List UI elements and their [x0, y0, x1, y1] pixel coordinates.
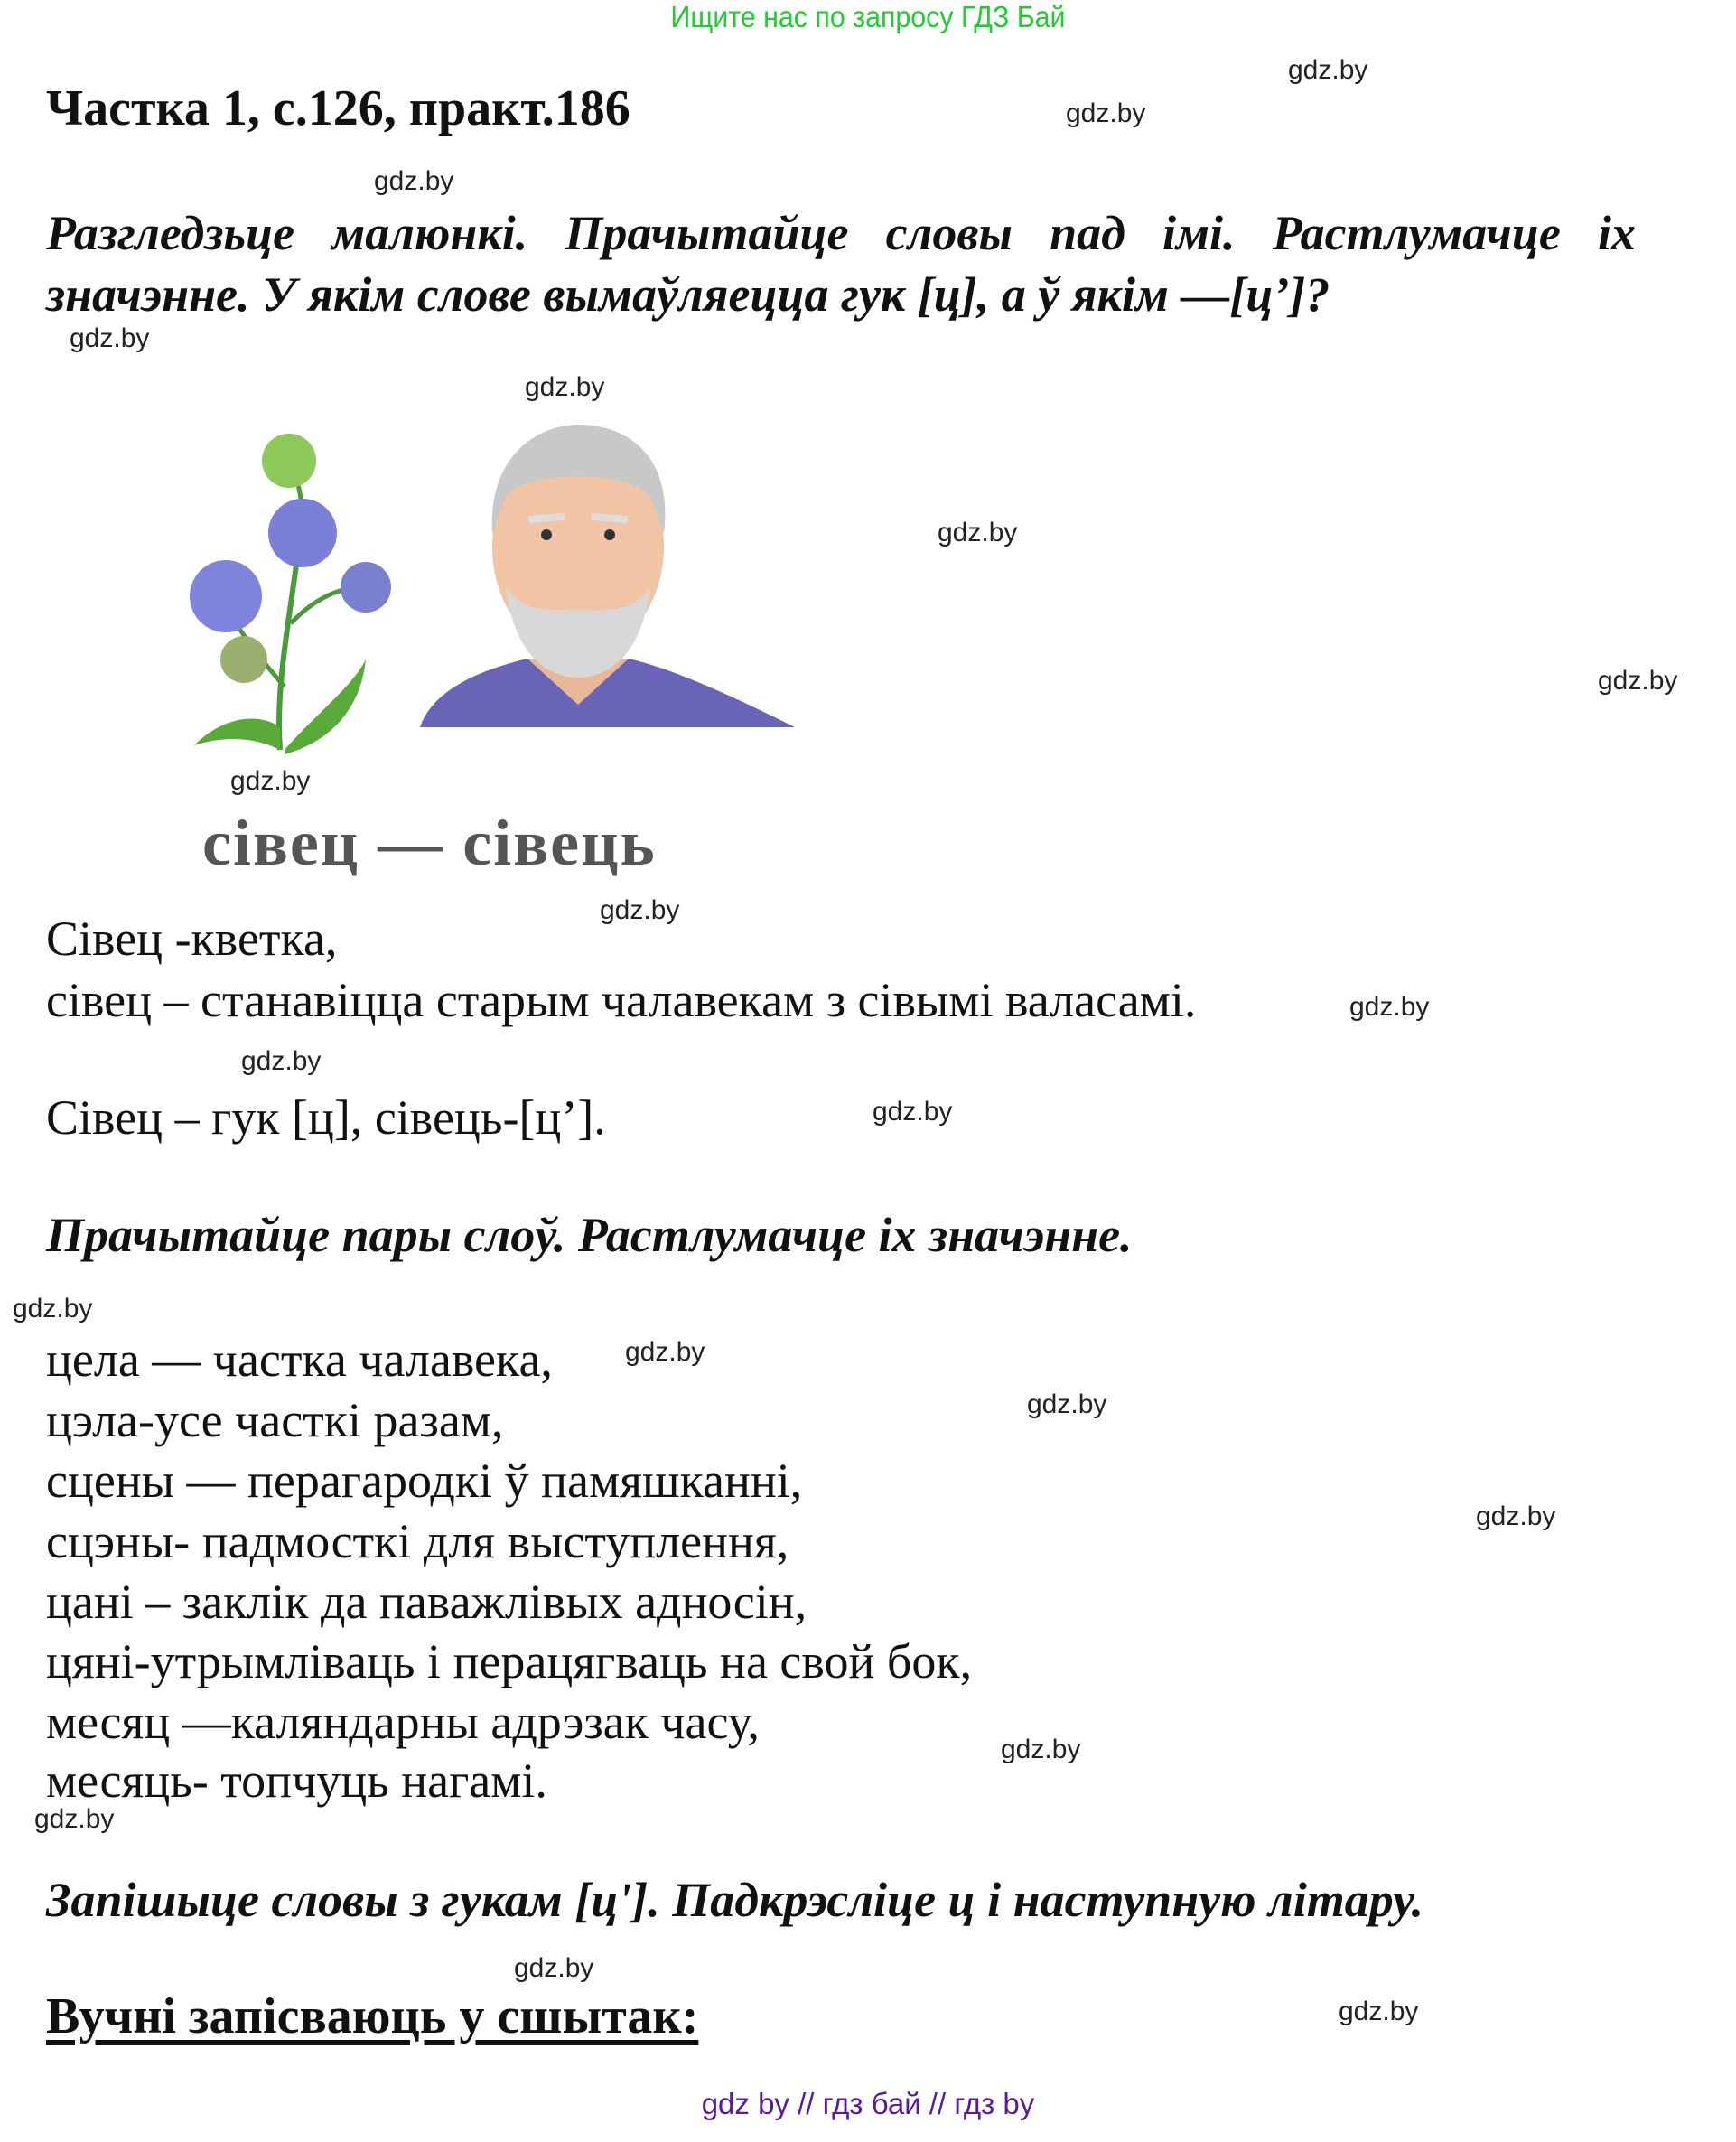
watermark: gdz.by: [230, 766, 311, 796]
watermark: gdz.by: [241, 1046, 322, 1076]
task-1-instruction: Разгледзьце малюнкі. Прачытайце словы пад імі. Растлумачце іх значэнне. У якім слове вымаўляецца гук [ц], а ў якім —[ц’]?: [46, 206, 1636, 322]
watermark: gdz.by: [1349, 992, 1430, 1022]
pair-line: цэла-усе часткі разам,: [46, 1393, 504, 1447]
watermark: gdz.by: [70, 323, 150, 353]
illustration-flower-and-old-man: [163, 416, 813, 768]
answer-line: Сівец -кветка,: [46, 912, 338, 966]
footer-links[interactable]: gdz by // гдз бай // гдз by: [701, 2087, 1035, 2120]
watermark: gdz.by: [525, 372, 605, 402]
watermark: gdz.by: [514, 1953, 594, 1983]
watermark: gdz.by: [1288, 55, 1368, 85]
watermark: gdz.by: [1066, 98, 1146, 128]
watermark: gdz.by: [600, 895, 680, 925]
watermark: gdz.by: [873, 1097, 953, 1127]
notebook-label: Вучні запісваюць у сшытак:: [46, 1988, 699, 2044]
watermark: gdz.by: [1476, 1501, 1556, 1531]
watermark: gdz.by: [625, 1337, 705, 1367]
answer-line: сівец – станавіцца старым чалавекам з сівымі валасамі.: [46, 973, 1197, 1027]
pair-line: месяць- топчуць нагамі.: [46, 1754, 547, 1808]
task-2-instruction: Прачытайце пары слоў. Растлумачце іх значэнне.: [46, 1208, 1133, 1262]
watermark: gdz.by: [1598, 666, 1678, 696]
pair-line: сцены — перагародкі ў памяшканні,: [46, 1454, 803, 1508]
watermark: gdz.by: [1027, 1389, 1107, 1419]
watermark: gdz.by: [1001, 1735, 1081, 1764]
pair-line: цяні-утрымліваць і перацягваць на свой бок,: [46, 1634, 973, 1688]
watermark: gdz.by: [374, 166, 454, 196]
pair-line: месяц —каляндарны адрэзак часу,: [46, 1695, 760, 1749]
watermark: gdz.by: [1339, 1997, 1419, 2026]
pair-line: сцэны- падмосткі для выступлення,: [46, 1514, 789, 1568]
watermark: gdz.by: [34, 1804, 115, 1834]
search-promo-text: Ищите нас по запросу ГДЗ Бай: [670, 0, 1066, 33]
task-3-instruction: Запішыце словы з гукам [ц']. Падкрэсліце ц і наступную літару.: [46, 1873, 1424, 1927]
page-title: Частка 1, с.126, практ.186: [46, 80, 630, 136]
illustration-caption: сівец — сівець: [202, 807, 657, 879]
answer-sound-line: Сівец – гук [ц], сівець-[ц’].: [46, 1090, 606, 1145]
watermark: gdz.by: [13, 1294, 93, 1324]
flower-icon: [190, 434, 391, 754]
pair-line: цела — частка чалавека,: [46, 1333, 553, 1387]
old-man-icon: [420, 425, 795, 727]
pair-line: цані – заклік да паважлівых адносін,: [46, 1575, 807, 1629]
watermark: gdz.by: [938, 518, 1018, 547]
